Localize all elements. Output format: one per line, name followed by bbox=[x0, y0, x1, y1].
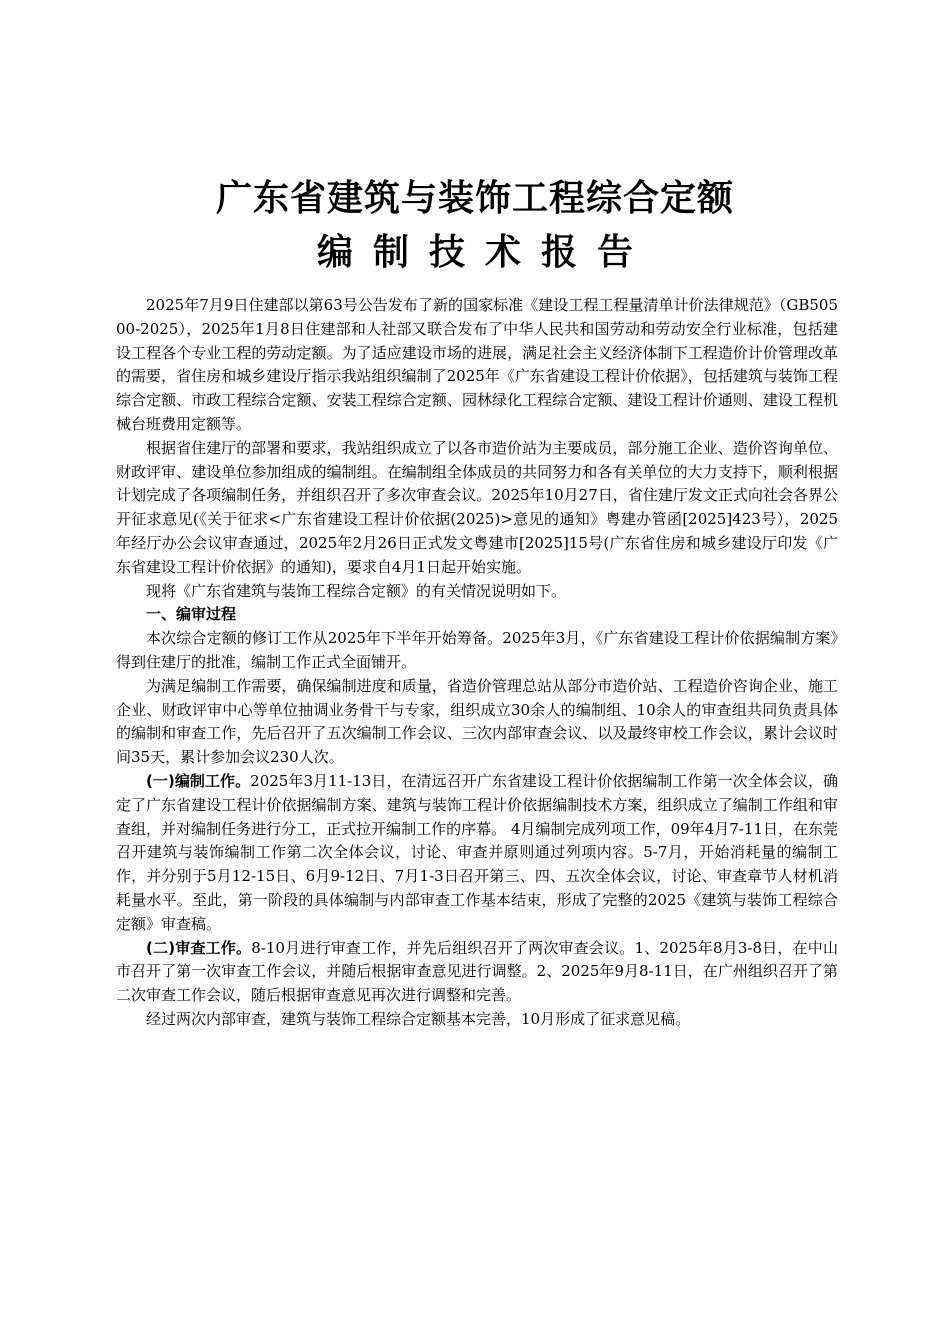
document-body bbox=[116, 294, 838, 1032]
subsection-1-paragraph bbox=[116, 770, 838, 937]
intro-paragraph-1: 2025年7月9日住建部以第63号公告发布了新的国家标准《建设工程工程量清单计价法律规范》（GB50500-2025），2025年1月8日住建部和人社部又联合发布了中华人民共和国劳动和劳动安全行业标准，包括建设工程各个专业工程的劳动定额。为了适应建设市场的进展，满足社会主义经济体制下工程造价计价管理改革的需要，省住房和城乡建设厅指示我站组织编制了2025年《广东省建设工程计价依据》，包括建筑与装饰工程综合定额、市政工程综合定额、安装工程综合定额、园林绿化工程综合定额、建设工程计价通则、建设工程机械台班费用定额等。 bbox=[116, 296, 838, 433]
intro-paragraph-2: 根据省住建厅的部署和要求，我站组织成立了以各市造价站为主要成员，部分施工企业、造价咨询单位、财政评审、建设单位参加组成的编制组。在编制组全体成员的共同努力和各有关单位的大力支持下，顺利根据计划完成了各项编制任务，并组织召开了多次审查会议。2025年10月27日，省住建厅发文正式向社会各界公开征求意见(《关于征求<广东省建设工程计价依据(2025)>意见的通知》粤建办管函[2025]423号），2025年经厅办公会议审查通过，2025年2月26日正式发文粤建市[2025]15号(广东省住房和城乡建设厅印发《广东省建设工程计价依据》的通知)，要求自4月1日起开始实施。 bbox=[116, 438, 838, 576]
subsection-2-lead: (二)审查工作。 bbox=[146, 938, 252, 957]
subsection-2-paragraph bbox=[116, 937, 838, 1008]
closing-paragraph: 经过两次内部审查，建筑与装饰工程综合定额基本完善，10月形成了征求意见稿。 bbox=[146, 1009, 691, 1028]
section-heading-1: 一、编审过程 bbox=[146, 605, 237, 624]
section1-paragraph-2: 为满足编制工作需要，确保编制进度和质量，省造价管理总站从部分市造价站、工程造价咨询企业、施工企业、财政评审中心等单位抽调业务骨干与专家，组织成立30余人的编制组、10余人的审查组共同负责具体的编制和审查工作，先后召开了五次编制工作会议、三次内部审查会议、以及最终审校工作会议，累计会议时间35天，累计参加会议230人次。 bbox=[116, 676, 838, 767]
section1-paragraph-1: 本次综合定额的修订工作从2025年下半年开始筹备。2025年3月，《广东省建设工程计价依据编制方案》得到住建厅的批准，编制工作正式全面铺开。 bbox=[116, 629, 838, 671]
document-title: 广东省建筑与装饰工程综合定额 bbox=[215, 178, 734, 219]
subsection-2-text: 8-10月进行审查工作，并先后组织召开了两次审查会议。1、2025年8月3-8日，在中山市召开了第一次审查工作会议，并随后根据审查意见进行调整。2、2025年9月8-11日，在广州组织召开了第二次审查工作会议，随后根据审查意见再次进行调整和完善。 bbox=[116, 938, 838, 1005]
intro-paragraph-3: 现将《广东省建筑与装饰工程综合定额》的有关情况说明如下。 bbox=[146, 581, 567, 600]
subsection-1-text: 2025年3月11-13日，在清远召开广东省建设工程计价依据编制工作第一次全体会议，确定了广东省建设工程计价依据编制方案、建筑与装饰工程计价依据编制技术方案，组织成立了编制工作组和审查组，并对编制任务进行分工，正式拉开编制工作的序幕。 4月编制完成列项工作，09年4月7-11日，在东莞召开建筑与装饰编制工作第二次全体会议，讨论、审查并原则通过列项内容。5-7月，开始消耗量的编制工作，并分别于5月12-15日、6月9-12日、7月1-3日召开第三、四、五次全体会议，讨论、审查章节人材机消耗量水平。至此，第一阶段的具体编制与内部审查工作基本结束，形成了完整的2025《建筑与装饰工程综合定额》审查稿。 bbox=[116, 771, 839, 933]
document-subtitle: 编制技术报告 bbox=[316, 232, 653, 273]
subsection-1-lead: (一)编制工作。 bbox=[146, 771, 251, 790]
